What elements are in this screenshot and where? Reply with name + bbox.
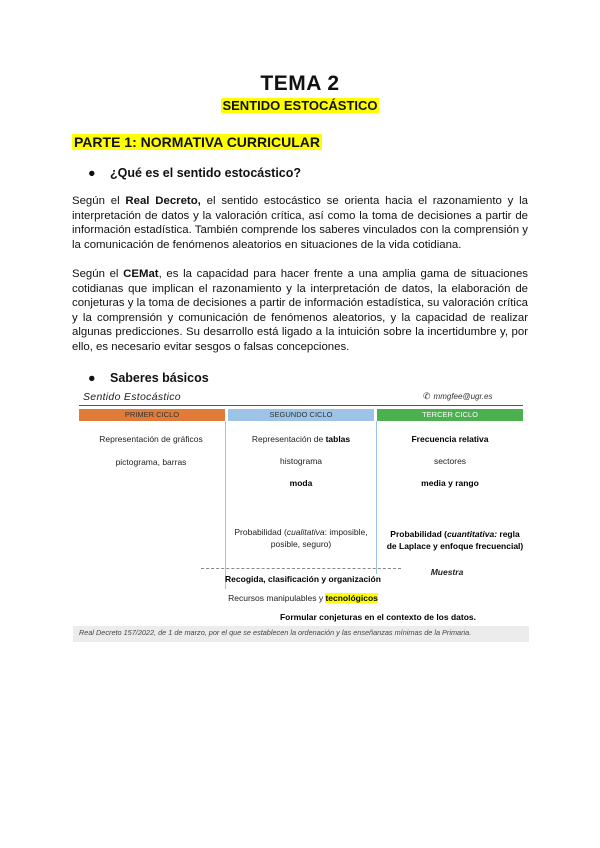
col3-frecuencia: Frecuencia relativa — [411, 434, 489, 444]
span-recogida: Recogida, clasificación y organización — [225, 574, 381, 584]
col1-graficos: Representación de gráficos — [99, 434, 203, 444]
col3-media: media y rango — [421, 478, 479, 488]
col3-prob-italic: cuantitativa: — [446, 529, 498, 539]
part-heading: PARTE 1: NORMATIVA CURRICULAR — [74, 134, 321, 150]
band-tercer-ciclo: TERCER CICLO — [377, 409, 523, 421]
col2-moda: moda — [289, 478, 313, 488]
band-segundo-ciclo: SEGUNDO CICLO — [228, 409, 374, 421]
section-heading-saberes — [88, 371, 209, 385]
span-conjeturas: Formular conjeturas en el contexto de los datos. — [279, 612, 476, 622]
figure-email — [423, 391, 493, 402]
page-subtitle: SENTIDO ESTOCÁSTICO — [222, 98, 378, 113]
col3-prob-suffix: regla — [497, 529, 520, 539]
col3-prob-prefix: Probabilidad ( — [390, 529, 447, 539]
col2-prob-italic: cualitativa — [286, 527, 325, 537]
phone-icon: ✆ — [423, 391, 431, 401]
section-heading-text: Saberes básicos — [110, 371, 209, 385]
span-recursos-highlight: tecnológicos — [325, 593, 378, 603]
p2-rest: , es la capacidad para hacer frente a una amplia gama de situaciones cotidianas que implican el razonamiento y la interpretación de datos, la elaboración de conjeturas y la toma de decisiones a partir de información estadística, su valoración crítica y la comprensión y comunicación de fenómenos aleatorios, y la capacidad de realizar algunas predicciones. Su desarrollo está ligado a la intuición sobre la incertidumbre y, por ello, es necesario evitar sesgos o falsas concepciones. — [72, 268, 528, 353]
figure-rule — [79, 405, 523, 406]
band-primer-ciclo: PRIMER CICLO — [79, 409, 225, 421]
p2-intro: Según el — [72, 268, 124, 280]
page-title: TEMA 2 — [260, 72, 340, 95]
figure-source-bar — [73, 626, 529, 642]
section-heading-sentido — [88, 166, 301, 180]
figure-source: Real Decreto 157/2022, de 1 de marzo, por el que se establecen la ordenación y las enseñanzas mínimas de la Primaria. — [79, 628, 472, 637]
span-arrow-recogida — [201, 568, 401, 570]
page-subtitle-wrap — [0, 97, 600, 115]
col3-sectores: sectores — [433, 456, 467, 466]
figure-title: Sentido Estocástico — [83, 391, 181, 403]
col3-muestra: Muestra — [430, 567, 464, 577]
p1-bold: Real Decreto, — [125, 195, 201, 207]
col2-prob-suffix: : imposible, — [324, 527, 368, 537]
col3-probabilidad — [377, 529, 533, 539]
section-heading-text: ¿Qué es el sentido estocástico? — [110, 166, 302, 180]
col2-tablas — [228, 434, 374, 444]
divider-left — [225, 421, 226, 589]
col2-tablas-prefix: Representación de — [251, 434, 326, 444]
paragraph-cemat — [72, 267, 528, 354]
col3-probabilidad-line2: de Laplace y enfoque frecuencial) — [386, 541, 524, 551]
saberes-figure — [73, 388, 529, 642]
col2-prob-prefix: Probabilidad ( — [234, 527, 287, 537]
bullet-icon: ● — [88, 371, 96, 385]
span-recursos — [213, 593, 393, 603]
col2-probabilidad — [228, 527, 374, 537]
col1-pictograma: pictograma, barras — [115, 457, 187, 467]
col2-probabilidad-line2: posible, seguro) — [270, 539, 332, 549]
p2-bold: CEMat — [123, 268, 159, 280]
bullet-icon: ● — [88, 166, 96, 180]
col2-tablas-bold: tablas — [325, 434, 351, 444]
p1-rest: el sentido estocástico se orienta hacia el razonamiento y la interpretación de datos y la valoración crítica, así como la toma de decisiones a partir de información estadística. También comprende los saberes vinculados con la comprensión y la comunicación de fenómenos aleatorios en situaciones de la vida cotidiana. — [72, 195, 528, 251]
col2-histograma: histograma — [279, 456, 323, 466]
p1-intro: Según el — [72, 195, 126, 207]
span-recursos-prefix: Recursos manipulables y — [228, 593, 326, 603]
figure-email-text: mmgfee@ugr.es — [433, 392, 493, 401]
paragraph-real-decreto — [72, 194, 528, 252]
